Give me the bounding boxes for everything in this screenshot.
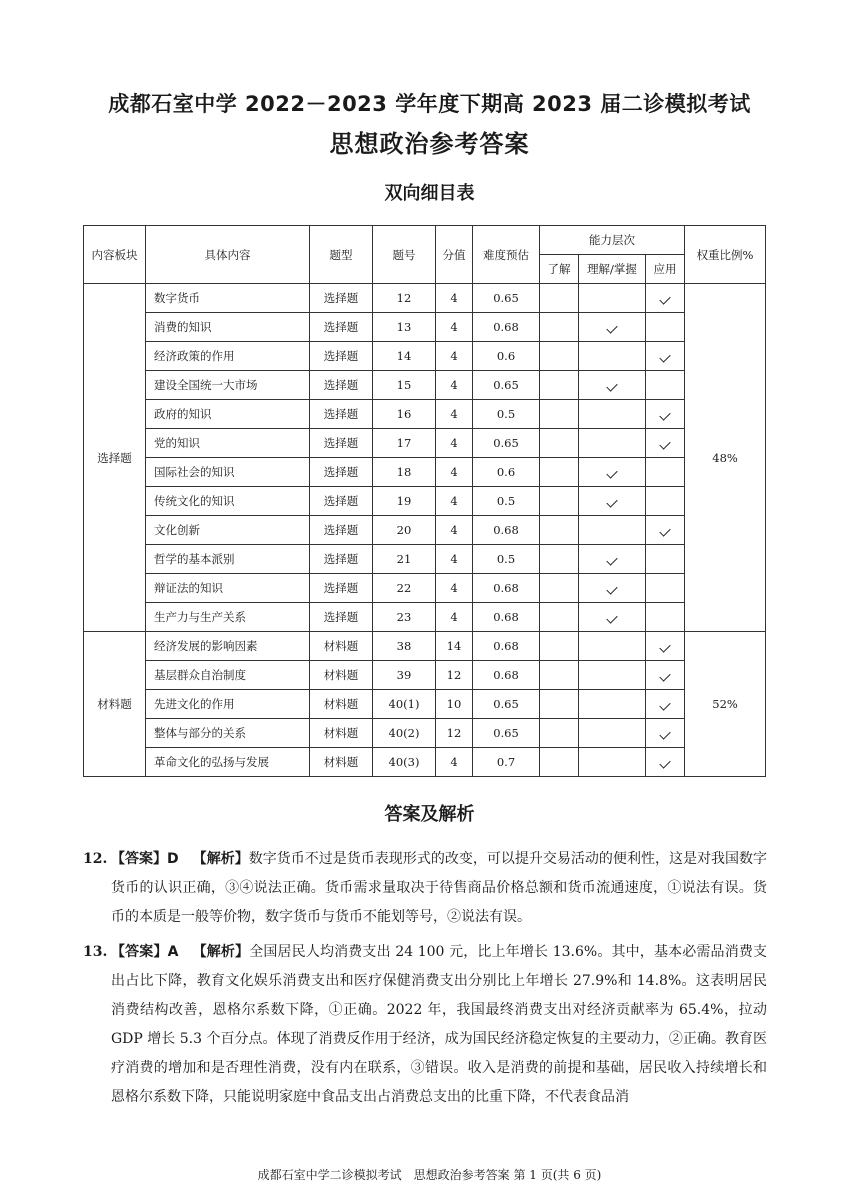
answer-tag: 【答案】 (111, 944, 168, 960)
table-row (84, 516, 766, 545)
level-understand-cell (540, 719, 579, 748)
type-cell: 选择题 (310, 574, 373, 603)
level-understand-cell (540, 487, 579, 516)
difficulty-cell: 0.5 (473, 545, 540, 574)
type-cell: 选择题 (310, 603, 373, 632)
level-master-cell (579, 342, 646, 371)
analysis-tag: 【解析】 (192, 851, 249, 867)
content-cell: 辩证法的知识 (146, 574, 310, 603)
score-cell: 14 (436, 632, 473, 661)
level-master-cell (579, 516, 646, 545)
answers-list (83, 845, 767, 1112)
header-ability-understand: 了解 (540, 255, 579, 284)
table-row (84, 313, 766, 342)
level-apply-cell (646, 748, 685, 777)
type-cell: 材料题 (310, 748, 373, 777)
header-ability: 能力层次 (540, 226, 685, 255)
header-type: 题型 (310, 226, 373, 284)
specification-table (83, 225, 766, 777)
content-cell: 革命文化的弘扬与发展 (146, 748, 310, 777)
difficulty-cell: 0.5 (473, 400, 540, 429)
level-apply-cell (646, 400, 685, 429)
question-number: 13. (83, 944, 108, 960)
number-cell: 12 (373, 284, 436, 313)
level-apply-cell (646, 284, 685, 313)
header-number: 题号 (373, 226, 436, 284)
level-master-cell (579, 719, 646, 748)
level-master-cell (579, 690, 646, 719)
table-row (84, 458, 766, 487)
check-icon (606, 496, 617, 507)
level-master-cell (579, 603, 646, 632)
difficulty-cell: 0.6 (473, 342, 540, 371)
level-master-cell (579, 458, 646, 487)
number-cell: 38 (373, 632, 436, 661)
type-cell: 选择题 (310, 545, 373, 574)
level-understand-cell (540, 632, 579, 661)
number-cell: 18 (373, 458, 436, 487)
check-icon (606, 467, 617, 478)
difficulty-cell: 0.68 (473, 516, 540, 545)
score-cell: 4 (436, 371, 473, 400)
level-master-cell (579, 574, 646, 603)
weight-cell: 48% (685, 284, 766, 632)
content-cell: 生产力与生产关系 (146, 603, 310, 632)
table-row (84, 661, 766, 690)
header-block: 内容板块 (84, 226, 146, 284)
check-icon (606, 612, 617, 623)
answer-key-title: 思想政治参考答案 (329, 130, 530, 158)
level-apply-cell (646, 458, 685, 487)
number-cell: 23 (373, 603, 436, 632)
table-row (84, 632, 766, 661)
score-cell: 4 (436, 400, 473, 429)
check-icon (659, 728, 670, 739)
level-understand-cell (540, 603, 579, 632)
table-row (84, 574, 766, 603)
analysis-tag: 【解析】 (192, 944, 250, 960)
score-cell: 4 (436, 342, 473, 371)
check-icon (659, 670, 670, 681)
check-icon (606, 583, 617, 594)
header-difficulty: 难度预估 (473, 226, 540, 284)
level-apply-cell (646, 603, 685, 632)
level-master-cell (579, 313, 646, 342)
score-cell: 12 (436, 661, 473, 690)
difficulty-cell: 0.6 (473, 458, 540, 487)
level-understand-cell (540, 342, 579, 371)
table-row (84, 400, 766, 429)
type-cell: 材料题 (310, 661, 373, 690)
score-cell: 4 (436, 284, 473, 313)
score-cell: 4 (436, 748, 473, 777)
difficulty-cell: 0.65 (473, 429, 540, 458)
level-master-cell (579, 400, 646, 429)
level-master-cell (579, 371, 646, 400)
difficulty-cell: 0.65 (473, 284, 540, 313)
answer-choice: D (167, 851, 179, 867)
level-understand-cell (540, 284, 579, 313)
exam-title: 成都石室中学 2022－2023 学年度下期高 2023 届二诊模拟考试 (108, 92, 751, 116)
type-cell: 材料题 (310, 719, 373, 748)
table-row (84, 748, 766, 777)
page-footer: 成都石室中学二诊模拟考试 思想政治参考答案 第 1 页(共 6 页) (257, 1168, 602, 1182)
score-cell: 4 (436, 313, 473, 342)
content-cell: 党的知识 (146, 429, 310, 458)
score-cell: 4 (436, 429, 473, 458)
level-understand-cell (540, 661, 579, 690)
score-cell: 10 (436, 690, 473, 719)
level-apply-cell (646, 313, 685, 342)
level-understand-cell (540, 748, 579, 777)
content-cell: 政府的知识 (146, 400, 310, 429)
content-cell: 建设全国统一大市场 (146, 371, 310, 400)
level-understand-cell (540, 516, 579, 545)
number-cell: 21 (373, 545, 436, 574)
level-master-cell (579, 748, 646, 777)
content-cell: 经济政策的作用 (146, 342, 310, 371)
weight-cell: 52% (685, 632, 766, 777)
difficulty-cell: 0.68 (473, 632, 540, 661)
type-cell: 选择题 (310, 400, 373, 429)
content-cell: 国际社会的知识 (146, 458, 310, 487)
check-icon (659, 641, 670, 652)
type-cell: 选择题 (310, 342, 373, 371)
score-cell: 4 (436, 603, 473, 632)
table-row (84, 284, 766, 313)
level-understand-cell (540, 371, 579, 400)
check-icon (659, 438, 670, 449)
header-score: 分值 (436, 226, 473, 284)
difficulty-cell: 0.7 (473, 748, 540, 777)
number-cell: 20 (373, 516, 436, 545)
table-row (84, 342, 766, 371)
level-understand-cell (540, 690, 579, 719)
score-cell: 4 (436, 458, 473, 487)
level-understand-cell (540, 545, 579, 574)
content-cell: 数字货币 (146, 284, 310, 313)
type-cell: 材料题 (310, 632, 373, 661)
table-row (84, 719, 766, 748)
header-weight: 权重比例% (685, 226, 766, 284)
type-cell: 选择题 (310, 371, 373, 400)
check-icon (606, 554, 617, 565)
answers-section-title: 答案及解析 (384, 804, 475, 825)
check-icon (659, 293, 670, 304)
number-cell: 40(3) (373, 748, 436, 777)
level-apply-cell (646, 429, 685, 458)
check-icon (659, 699, 670, 710)
content-cell: 传统文化的知识 (146, 487, 310, 516)
header-content: 具体内容 (146, 226, 310, 284)
content-cell: 基层群众自治制度 (146, 661, 310, 690)
level-master-cell (579, 487, 646, 516)
answer-choice: A (167, 944, 179, 960)
score-cell: 4 (436, 487, 473, 516)
level-master-cell (579, 632, 646, 661)
level-master-cell (579, 429, 646, 458)
difficulty-cell: 0.68 (473, 661, 540, 690)
type-cell: 材料题 (310, 690, 373, 719)
analysis-text: 全国居民人均消费支出 24 100 元，比上年增长 13.6%。其中，基本必需品消费支出占比下降，教育文化娱乐消费支出和医疗保健消费支出分别比上年增长 27.9%和 14.8%。这表明居民消费结构改善，恩格尔系数下降，①正确。2022 年，我国最终消费支出对经济贡献率为 65.4%，拉动 GDP 增长 5.3 个百分点。体现了消费反作用于经济，成为国民经济稳定恢复的主要动力，②正确。教育医疗消费的增加和是否理性消费，没有内在联系，③错误。收入是消费的前提和基础，居民收入持续增长和恩格尔系数下降，只能说明家庭中食品支出占消费总支出的比重下降，不代表食品消 (111, 944, 768, 1105)
type-cell: 选择题 (310, 284, 373, 313)
number-cell: 14 (373, 342, 436, 371)
level-master-cell (579, 284, 646, 313)
level-apply-cell (646, 516, 685, 545)
analysis-text: 数字货币不过是货币表现形式的改变，可以提升交易活动的便利性，这是对我国数字货币的认识正确，③④说法正确。货币需求量取决于待售商品价格总额和货币流通速度，①说法有误。货币的本质是一般等价物，数字货币与货币不能划等号，②说法有误。 (111, 851, 768, 925)
table-row (84, 487, 766, 516)
score-cell: 4 (436, 545, 473, 574)
content-cell: 哲学的基本派别 (146, 545, 310, 574)
level-understand-cell (540, 313, 579, 342)
level-apply-cell (646, 661, 685, 690)
check-icon (659, 757, 670, 768)
block-cell: 材料题 (84, 632, 146, 777)
score-cell: 4 (436, 574, 473, 603)
check-icon (606, 380, 617, 391)
level-apply-cell (646, 632, 685, 661)
check-icon (659, 351, 670, 362)
content-cell: 先进文化的作用 (146, 690, 310, 719)
number-cell: 16 (373, 400, 436, 429)
content-cell: 文化创新 (146, 516, 310, 545)
difficulty-cell: 0.65 (473, 690, 540, 719)
header-ability-apply: 应用 (646, 255, 685, 284)
difficulty-cell: 0.68 (473, 603, 540, 632)
answer-tag: 【答案】 (111, 851, 168, 867)
table-row (84, 545, 766, 574)
answer-item (83, 938, 767, 1112)
block-cell: 选择题 (84, 284, 146, 632)
question-number: 12. (83, 851, 108, 867)
level-apply-cell (646, 690, 685, 719)
table-header-row (84, 226, 766, 255)
level-apply-cell (646, 487, 685, 516)
number-cell: 15 (373, 371, 436, 400)
level-apply-cell (646, 574, 685, 603)
number-cell: 13 (373, 313, 436, 342)
difficulty-cell: 0.68 (473, 313, 540, 342)
content-cell: 整体与部分的关系 (146, 719, 310, 748)
difficulty-cell: 0.68 (473, 574, 540, 603)
number-cell: 40(1) (373, 690, 436, 719)
level-understand-cell (540, 574, 579, 603)
table-row (84, 371, 766, 400)
type-cell: 选择题 (310, 458, 373, 487)
level-apply-cell (646, 545, 685, 574)
level-master-cell (579, 661, 646, 690)
answer-item (83, 845, 767, 932)
number-cell: 22 (373, 574, 436, 603)
type-cell: 选择题 (310, 429, 373, 458)
number-cell: 17 (373, 429, 436, 458)
level-understand-cell (540, 400, 579, 429)
header-ability-master: 理解/掌握 (579, 255, 646, 284)
type-cell: 选择题 (310, 313, 373, 342)
level-understand-cell (540, 429, 579, 458)
level-master-cell (579, 545, 646, 574)
content-cell: 经济发展的影响因素 (146, 632, 310, 661)
difficulty-cell: 0.5 (473, 487, 540, 516)
number-cell: 19 (373, 487, 436, 516)
difficulty-cell: 0.65 (473, 719, 540, 748)
score-cell: 4 (436, 516, 473, 545)
level-apply-cell (646, 719, 685, 748)
table-row (84, 603, 766, 632)
table-row (84, 690, 766, 719)
check-icon (659, 409, 670, 420)
table-section-title: 双向细目表 (384, 183, 475, 204)
type-cell: 选择题 (310, 487, 373, 516)
level-apply-cell (646, 371, 685, 400)
level-apply-cell (646, 342, 685, 371)
number-cell: 39 (373, 661, 436, 690)
check-icon (659, 525, 670, 536)
difficulty-cell: 0.65 (473, 371, 540, 400)
table-row (84, 429, 766, 458)
score-cell: 12 (436, 719, 473, 748)
number-cell: 40(2) (373, 719, 436, 748)
type-cell: 选择题 (310, 516, 373, 545)
content-cell: 消费的知识 (146, 313, 310, 342)
check-icon (606, 322, 617, 333)
level-understand-cell (540, 458, 579, 487)
